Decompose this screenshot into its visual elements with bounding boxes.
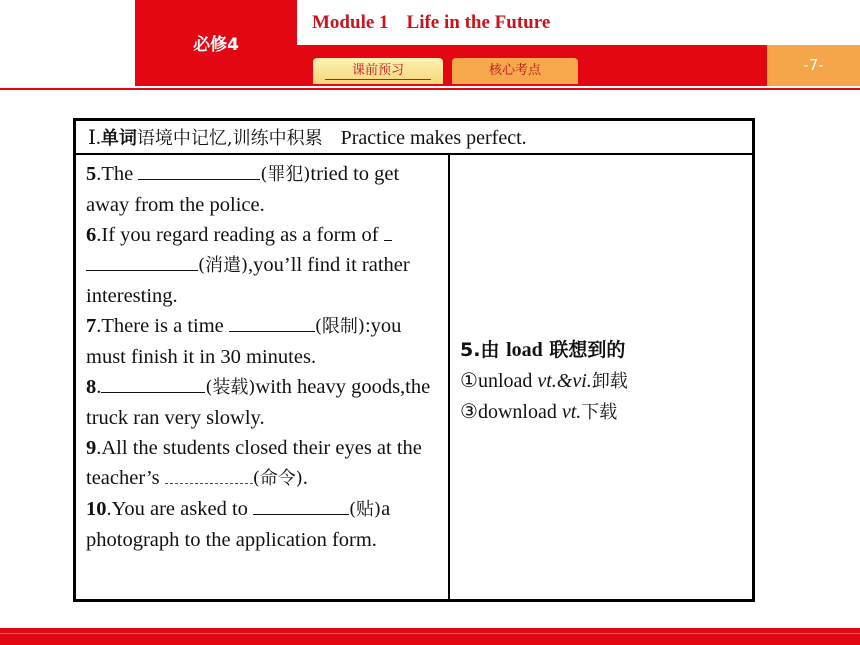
note-title: 5.由 load 联想到的 bbox=[460, 339, 626, 361]
textbook-badge: 必修4 bbox=[193, 35, 239, 55]
answer-blank[interactable] bbox=[86, 252, 198, 271]
page-number: -7- bbox=[767, 45, 860, 86]
section-roman: Ⅰ. bbox=[88, 127, 101, 149]
section-keyword: 单词 bbox=[100, 128, 137, 149]
answer-blank[interactable] bbox=[253, 496, 349, 515]
questions-column bbox=[86, 159, 446, 555]
answer-blank[interactable] bbox=[229, 313, 315, 332]
exercise-table bbox=[73, 118, 755, 602]
tab-key-points-label: 核心考点 bbox=[488, 63, 541, 78]
footer-band bbox=[0, 628, 860, 645]
section-subtitle: 语境中记忆,训练中积累 bbox=[136, 128, 323, 149]
answer-blank[interactable] bbox=[101, 374, 205, 393]
header-divider bbox=[0, 88, 860, 90]
answer-blank[interactable] bbox=[138, 161, 260, 180]
answer-blank[interactable] bbox=[384, 222, 392, 241]
table-header bbox=[76, 121, 752, 155]
note-line-unload: ①unload vt.&vi.卸载 bbox=[460, 370, 628, 392]
tab-preview[interactable] bbox=[313, 58, 443, 84]
question-10: 10.You are asked to (贴)a photograph to the application form. bbox=[86, 498, 391, 551]
question-9: 9.All the students closed their eyes at the teacher’s (命令). bbox=[86, 437, 422, 489]
question-7: 7.There is a time (限制):you must finish it in 30 minutes. bbox=[86, 315, 402, 368]
notes-column bbox=[460, 335, 750, 428]
question-5: 5.The (罪犯)tried to get away from the police. bbox=[86, 163, 400, 216]
module-title bbox=[312, 12, 550, 34]
column-divider bbox=[448, 155, 450, 599]
module-name: Life in the Future bbox=[406, 12, 551, 33]
tab-underline bbox=[325, 79, 431, 80]
tab-preview-label: 课前预习 bbox=[351, 63, 404, 78]
module-number: Module 1 bbox=[312, 12, 389, 33]
note-line-download: ③download vt.下载 bbox=[460, 401, 618, 423]
tab-key-points[interactable] bbox=[452, 58, 578, 84]
section-motto: Practice makes perfect. bbox=[340, 127, 527, 149]
question-6: 6.If you regard reading as a form of (消遣),you’ll find it rather interesting. bbox=[86, 224, 410, 307]
answer-blank[interactable] bbox=[165, 465, 253, 484]
question-8: 8. (装载)with heavy goods,the truck ran very slowly. bbox=[86, 376, 431, 429]
footer-line bbox=[0, 633, 860, 634]
